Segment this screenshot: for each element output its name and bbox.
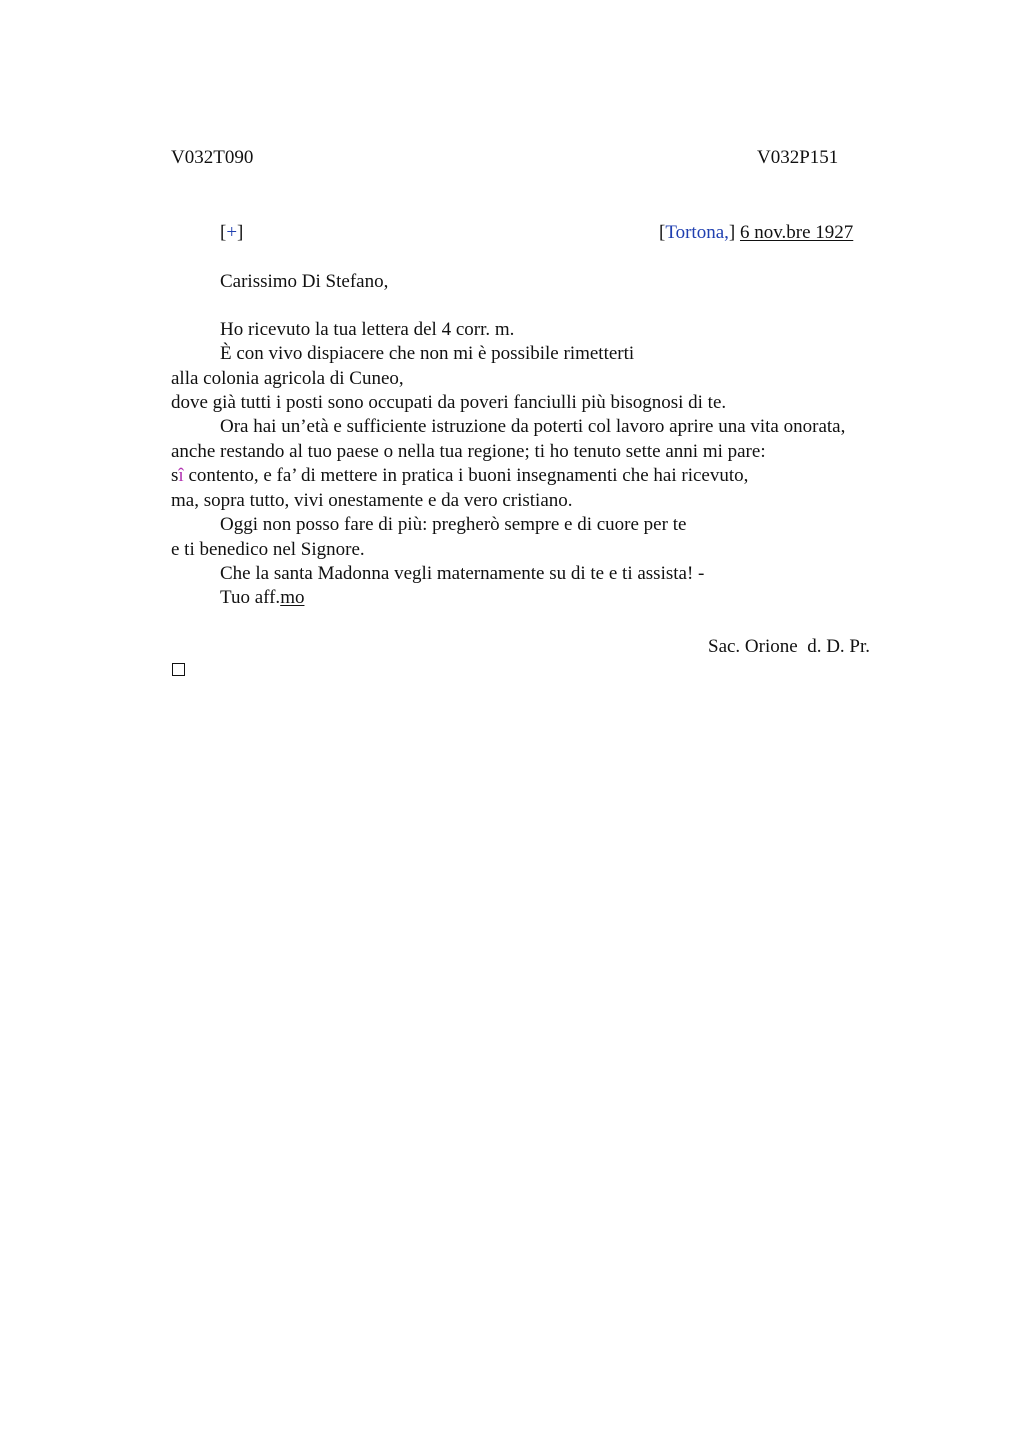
body-line: anche restando al tuo paese o nella tua regione; ti ho tenuto sette anni mi pare: bbox=[171, 441, 766, 462]
cross-mark bbox=[220, 222, 243, 244]
body-line: alla colonia agricola di Cuneo, bbox=[171, 368, 404, 389]
signature: Sac. Orione d. D. Pr. bbox=[708, 636, 871, 657]
place-name: Tortona, bbox=[665, 222, 729, 243]
text-fragment: Tuo aff. bbox=[220, 587, 281, 608]
body-line: Ho ricevuto la tua lettera del 4 corr. m. bbox=[220, 319, 515, 340]
letter-date: 6 nov.bre 1927 bbox=[739, 222, 854, 243]
body-line: È con vivo dispiacere che non mi è possibile rimetterti bbox=[220, 343, 635, 364]
salutation: Carissimo Di Stefano, bbox=[220, 271, 389, 292]
body-line: dove già tutti i posti sono occupati da poveri fanciulli più bisognosi di te. bbox=[171, 392, 727, 413]
bracket-close: ] bbox=[237, 222, 244, 243]
dateline bbox=[659, 222, 853, 244]
body-line: Che la santa Madonna vegli maternamente su di te e ti assista! - bbox=[220, 563, 705, 584]
body-line: Oggi non posso fare di più: pregherò sempre e di cuore per te bbox=[220, 514, 687, 535]
end-marker-box bbox=[172, 663, 185, 676]
text-fragment: s bbox=[171, 465, 179, 486]
body-line: ma, sopra tutto, vivi onestamente e da vero cristiano. bbox=[171, 490, 573, 511]
cross-symbol: + bbox=[226, 222, 238, 243]
body-line: Ora hai un’età e sufficiente istruzione da poterti col lavoro aprire una vita onorata, bbox=[220, 416, 846, 437]
body-line: e ti benedico nel Signore. bbox=[171, 539, 365, 560]
closing bbox=[220, 586, 304, 610]
bracket-open: [ bbox=[220, 222, 227, 243]
bracket-close: ] bbox=[728, 222, 736, 243]
bracket-open: [ bbox=[659, 222, 666, 243]
document-code-left: V032T090 bbox=[171, 147, 254, 168]
annotated-accent: î bbox=[178, 465, 184, 486]
body-line bbox=[171, 464, 748, 488]
text-fragment: contento, e fa’ di mettere in pratica i buoni insegnamenti che hai ricevuto, bbox=[183, 465, 749, 486]
superscript-abbreviation: mo bbox=[280, 587, 305, 608]
document-code-right: V032P151 bbox=[757, 147, 839, 168]
